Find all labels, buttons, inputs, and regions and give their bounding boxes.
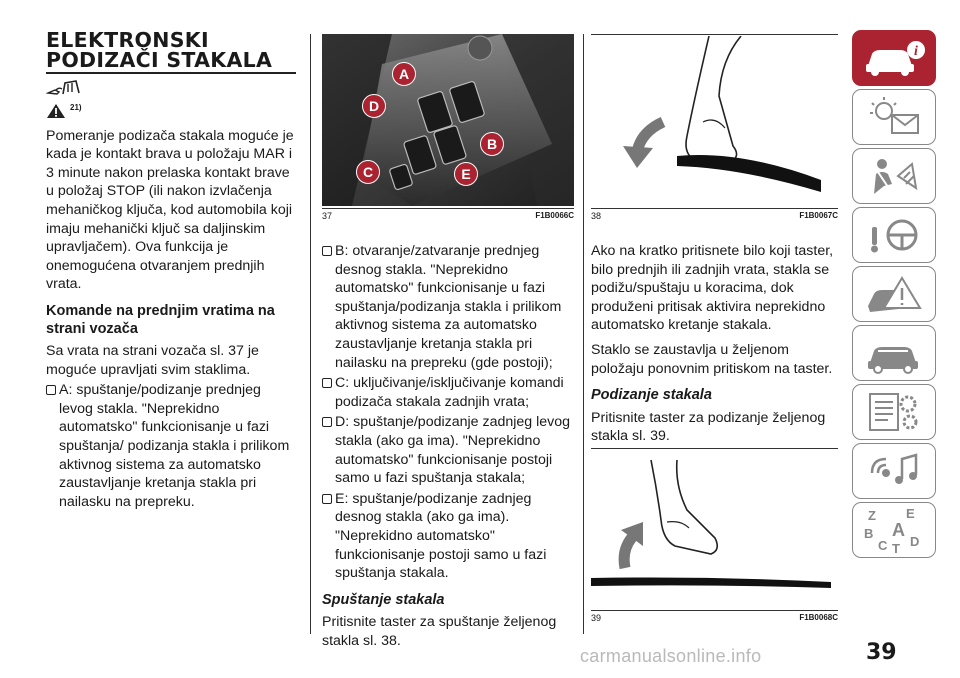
raising-text: Pritisnite taster za podizanje željenog stakla sl. 39. (591, 409, 826, 445)
maintenance-icon (862, 331, 926, 375)
stop-paragraph: Staklo se zaustavlja u željenom položaju ponovnim pritiskom na taster. (591, 341, 833, 377)
warning-note (46, 102, 298, 121)
list-item: B: otvaranje/zatvaranje prednjeg desnog stakla. "Neprekidno automatsko" funkcionisanje u fazi spuštanja/podizanja stakla i prilikom aktivnog sistema za automatsko zaustavljanje kretanja stakla pri nailasku na prepreku (gde postoji); (322, 242, 574, 372)
column-left (46, 30, 298, 513)
multimedia-icon (862, 449, 926, 493)
figure-label-c: C (356, 160, 380, 184)
lowering-text: Pritisnite taster za spuštanje željenog stakla sl. 38. (322, 614, 557, 649)
lowering-heading: Spuštanje stakala (322, 591, 445, 608)
figure-label-b: B (480, 132, 504, 156)
tab-multimedia[interactable] (852, 443, 936, 499)
watermark: carmanualsonline.info (580, 646, 762, 666)
driver-controls-text: Sa vrata na strani vozača sl. 37 je moguće upravljati svim staklima. (46, 342, 259, 378)
figure-caption: 38 F1B0067C (591, 211, 838, 221)
checkbox-bullet-icon (322, 246, 332, 256)
list-item: D: spuštanje/podizanje zadnjeg levog stakla (ako ga ima). "Neprekidno automatsko" funkcionisanje postoji samo u fazi spuštanja stakala; (322, 413, 574, 487)
intro-paragraph: Pomeranje podizača stakala moguće je kada je kontakt brava u položaju MAR i 3 minute nakon prelaska kontakt brave u položaj STOP (ili nakon izvlačenja mehaničkog ključa, kod automobila koji imaju mehanički ključ sa daljinskim upravljačem). Ova funkcija je onemogućena otvaranjem prednjih vrata. (46, 127, 294, 293)
short-press-paragraph: Ako na kratko pritisnete bilo koji taster, bilo prednjih ili zadnjih vrata, stakla se podižu/spuštaju u koracima, dok produženi pritisak aktivira neprekidno automatsko kretanje stakala. (591, 243, 834, 334)
figure-label-d: D (362, 94, 386, 118)
car-info-icon (862, 38, 926, 78)
title-rule (46, 72, 296, 74)
page-number: 39 (866, 640, 897, 665)
checkbox-bullet-icon (322, 494, 332, 504)
index-letter: A (892, 519, 905, 540)
figure-rule (591, 208, 838, 209)
lift-up-illustration (591, 450, 838, 608)
index-letter: Z (868, 507, 876, 523)
safety-icon (862, 154, 926, 198)
specifications-icon (862, 390, 926, 434)
checkbox-bullet-icon (322, 378, 332, 388)
tab-maintenance[interactable] (852, 325, 936, 381)
tab-driving[interactable] (852, 207, 936, 263)
tab-safety[interactable] (852, 148, 936, 204)
figure-top-rule (591, 448, 838, 449)
door-switch-photo (322, 34, 574, 206)
window-switch-icon (46, 78, 298, 98)
tab-specifications[interactable] (852, 384, 936, 440)
figure-label-a: A (392, 62, 416, 86)
tab-warning-lights[interactable] (852, 89, 936, 145)
column-middle (322, 242, 574, 656)
raising-heading: Podizanje stakala (591, 387, 712, 404)
index-letter: B (864, 525, 874, 541)
index-letter: T (892, 540, 900, 554)
tab-car-info[interactable] (852, 30, 936, 86)
column-divider (583, 34, 584, 634)
column-divider (310, 34, 311, 634)
column-right (591, 242, 843, 452)
index-letter: E (906, 505, 915, 521)
driving-icon (862, 213, 926, 257)
list-item: C: uključivanje/isključivanje komandi podizača stakala zadnjih vrata; (322, 374, 574, 411)
index-icon (862, 506, 926, 554)
figure-caption: 39 F1B0068C (591, 613, 838, 623)
chapter-sidebar (852, 30, 936, 561)
svg-text:i: i (914, 43, 918, 59)
index-letter: C (878, 537, 888, 553)
press-down-illustration (591, 36, 838, 206)
tab-index[interactable] (852, 502, 936, 558)
figure-rule (322, 208, 574, 209)
warning-lights-icon (862, 95, 926, 139)
checkbox-bullet-icon (46, 385, 56, 395)
warning-triangle-icon (46, 103, 66, 119)
list-item: E: spuštanje/podizanje zadnjeg desnog stakla (ako ga ima). "Neprekidno automatsko" funkcionisanje postoji samo u fazi spuštanja stakala. (322, 490, 574, 583)
driver-controls-heading: Komande na prednjim vratima na strani vozača (46, 302, 275, 337)
checkbox-bullet-icon (322, 417, 332, 427)
tab-emergency[interactable] (852, 266, 936, 322)
figure-caption: 37 F1B0066C (322, 211, 574, 221)
figure-rule (591, 610, 838, 611)
figure-top-rule (591, 34, 838, 35)
page-title: ELEKTRONSKI PODIZAČI STAKALA (46, 28, 273, 72)
emergency-icon (862, 272, 926, 316)
index-letter: D (910, 533, 920, 549)
figure-label-e: E (454, 162, 478, 186)
list-item: A: spuštanje/podizanje prednjeg levog stakla. "Neprekidno automatsko" funkcionisanje u fazi spuštanja/ podizanja stakla i prilikom aktivnog sistema za automatsko zaustavljanje kretanja stakla pri nailasku na prepreku. (46, 381, 298, 511)
warning-reference: 21) (70, 103, 82, 112)
